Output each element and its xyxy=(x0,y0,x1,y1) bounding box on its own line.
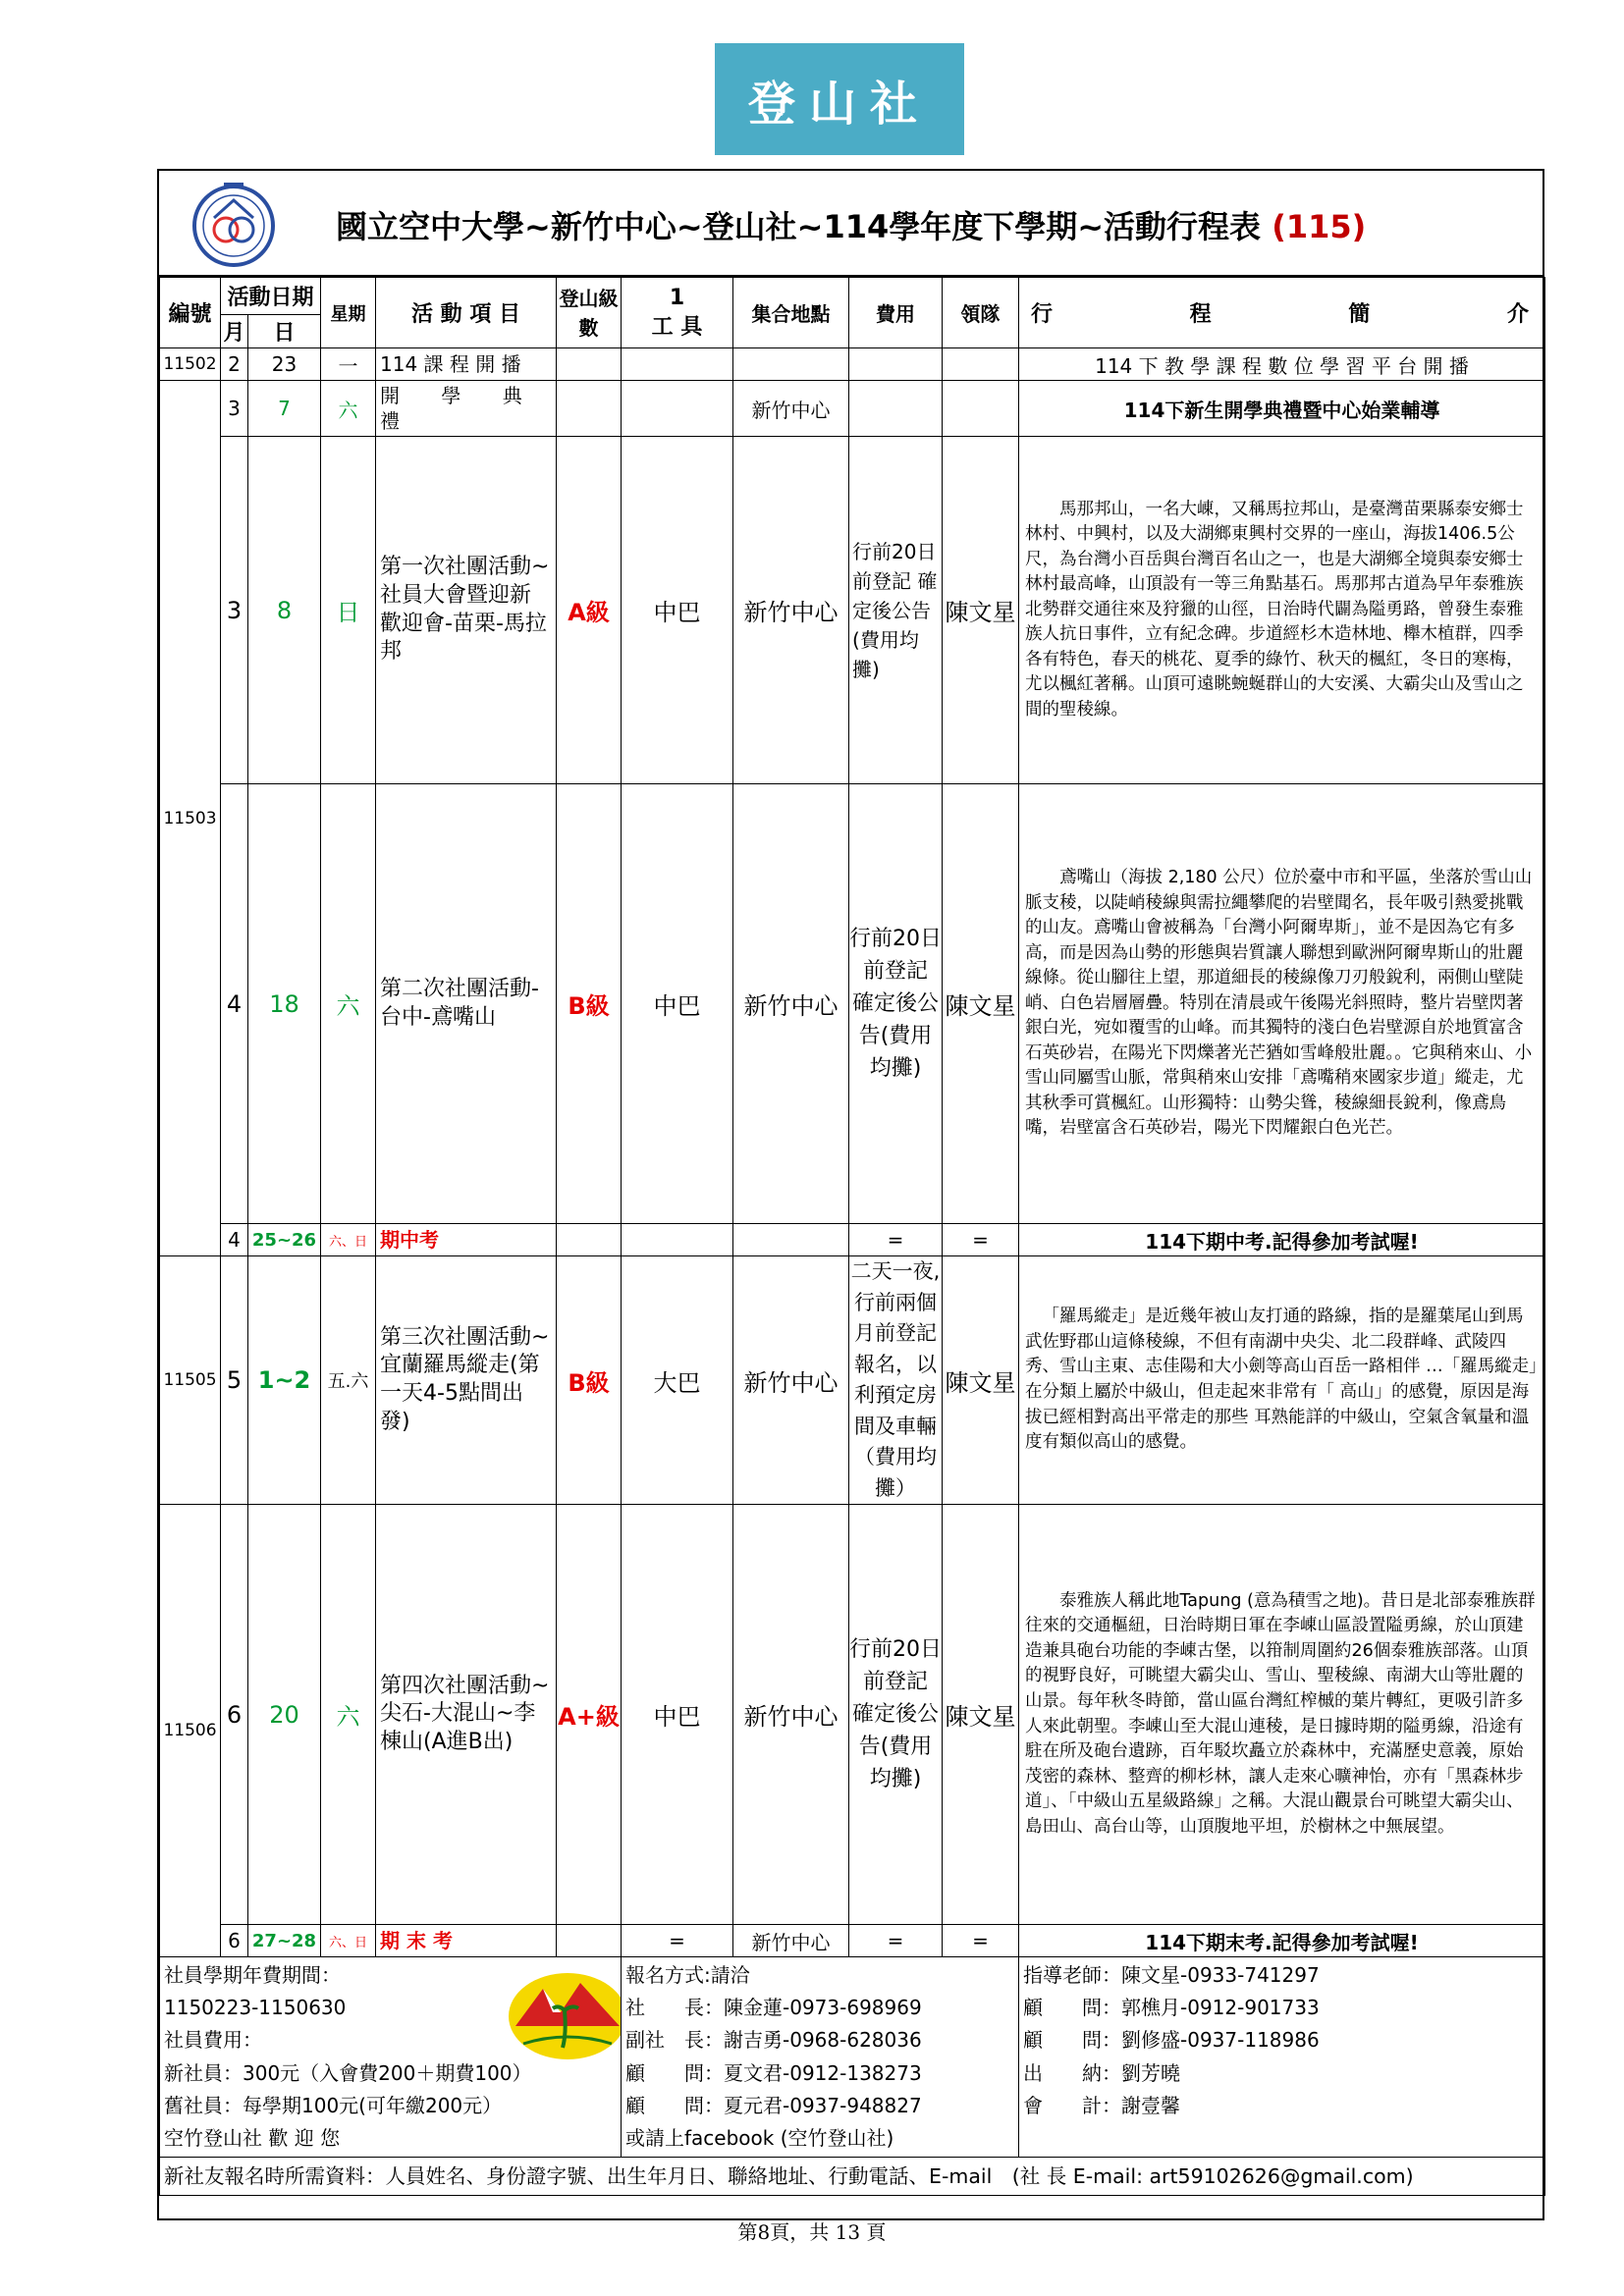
row-id: 11506 xyxy=(160,1505,221,1957)
header-id: 編號 xyxy=(160,278,221,348)
row-tool xyxy=(622,381,733,437)
row-level xyxy=(557,1224,622,1256)
row-fee: 行前20日前登記 確定後公告(費用均攤) xyxy=(849,1505,943,1925)
row-month: 4 xyxy=(221,784,248,1224)
row-fee xyxy=(849,348,943,381)
row-day: 7 xyxy=(248,381,321,437)
row-fee: 二天一夜,行前兩個月前登記報名，以利預定房間及車輛（費用均攤） xyxy=(849,1256,943,1505)
row-tool: 中巴 xyxy=(622,1505,733,1925)
row-leader: 陳文星 xyxy=(943,1256,1019,1505)
footer-text: 顧 問：郭樵月-0912-901733 xyxy=(1023,1996,1320,2020)
footer-text: 舊社員：每學期100元(可年繳200元） xyxy=(164,2093,503,2117)
table-row xyxy=(160,437,1545,784)
row-fee: 行前20日前登記 確定後公告(費用均攤) xyxy=(849,784,943,1224)
header-tool xyxy=(622,278,733,348)
row-day: 27~28 xyxy=(248,1925,321,1957)
row-desc: 「羅馬縱走」是近幾年被山友打通的路線，指的是羅葉尾山到馬武佐野郡山這條稜線，不但有南湖中央尖、北二段群峰、武陵四秀、雪山主東、志佳陽和大小劍等高山百岳一路相伴 …「羅馬縱走」在分類上屬於中級山，但走起來非常有「 高山」的感覺，原因是海拔已經相對高出平常走的那些 耳熟能詳的中級山，空氣含氧量和溫度有類似高山的感覺。 xyxy=(1019,1256,1545,1505)
footer-text: 顧 問：夏文君-0912-138273 xyxy=(625,2060,922,2085)
university-logo-icon xyxy=(187,179,281,269)
header-month: 月 xyxy=(221,315,248,348)
footer-text: 或請上facebook (空竹登山社) xyxy=(625,2125,894,2150)
header-row-1 xyxy=(160,278,1545,315)
row-item: 第二次社團活動-台中-鳶嘴山 xyxy=(376,784,557,1224)
table-row xyxy=(160,784,1545,1224)
row-tool xyxy=(622,348,733,381)
footer-text: 社員費用： xyxy=(164,2028,262,2053)
row-desc: 鳶嘴山（海拔 2,180 公尺）位於臺中市和平區，坐落於雪山山脈支稜，以陡峭稜線與需拉繩攀爬的岩壁聞名，長年吸引熱愛挑戰的山友。鳶嘴山會被稱為「台灣小阿爾卑斯」，並不是因為它有多高，而是因為山勢的形態與岩質讓人聯想到歐洲阿爾卑斯山的壯麗線條。從山腳往上望，那道細長的稜線像刀刃般銳利，兩側山壁陡峭、白色岩層層疊。特別在清晨或午後陽光斜照時，整片岩壁閃著銀白光，宛如覆雪的山峰。而其獨特的淺白色岩壁源自於地質富含石英砂岩，在陽光下閃爍著光芒猶如雪峰般壯麗。。它與稍來山、小雪山同屬雪山脈，常與稍來山安排「鳶嘴稍來國家步道」縱走，尤其秋季可賞楓紅。山形獨特：山勢尖聳，稜線細長銳利，像鳶鳥嘴，岩壁富含石英砂岩，陽光下閃耀銀白色光芒。 xyxy=(1019,784,1545,1224)
row-leader: 陳文星 xyxy=(943,1505,1019,1925)
row-day: 20 xyxy=(248,1505,321,1925)
row-weekday: 六、日 xyxy=(321,1925,376,1957)
row-desc: 泰雅族人稱此地Tapung (意為積雪之地)。昔日是北部泰雅族群往來的交通樞紐，日治時期日軍在李崠山區設置隘勇線，於山頂建造兼具砲台功能的李崠古堡，以箝制周圍約26個泰雅族部落。山頂的視野良好，可眺望大霸尖山、雪山、聖稜線、南湖大山等壯麗的山景。每年秋冬時節，當山區台灣紅榨槭的葉片轉紅，更吸引許多人來此朝聖。李崠山至大混山連稜，是日據時期的隘勇線，沿途有駐在所及砲台遺跡，百年駁坎矗立於森林中，充滿歷史意義，原始茂密的森林、整齊的柳杉林，讓人走來心曠神怡，亦有「黑森林步道」、「中級山五星級路線」之稱。大混山觀景台可眺望大霸尖山、島田山、高台山等，山頂腹地平坦，於樹林之中無展望。 xyxy=(1019,1505,1545,1925)
footer-bottom-row xyxy=(160,2158,1545,2196)
header-tool-label: 工 具 xyxy=(651,314,703,340)
footer-row xyxy=(160,1957,1545,2158)
row-meet: 新竹中心 xyxy=(733,1925,849,1957)
row-meet: 新竹中心 xyxy=(733,1256,849,1505)
row-month: 2 xyxy=(221,348,248,381)
row-day: 1~2 xyxy=(248,1256,321,1505)
row-weekday: 六 xyxy=(321,1505,376,1925)
footer-text: 顧 問：劉修盛-0937-118986 xyxy=(1023,2028,1320,2053)
footer-text: 新社員：300元（入會費200＋期費100） xyxy=(164,2060,532,2085)
row-day: 25~26 xyxy=(248,1224,321,1256)
row-fee: = xyxy=(849,1224,943,1256)
row-id: 11503 xyxy=(160,381,221,1256)
club-logo-icon xyxy=(504,1965,622,2063)
footer-text: 副社 長：謝吉勇-0968-628036 xyxy=(625,2028,922,2053)
row-desc: 114下新生開學典禮暨中心始業輔導 xyxy=(1019,381,1545,437)
row-id: 11505 xyxy=(160,1256,221,1505)
row-leader xyxy=(943,348,1019,381)
row-item: 期 末 考 xyxy=(376,1925,557,1957)
row-item: 第四次社團活動~尖石-大混山~李棟山(A進B出) xyxy=(376,1505,557,1925)
row-desc: 114下期末考.記得參加考試喔! xyxy=(1019,1925,1545,1957)
row-day: 18 xyxy=(248,784,321,1224)
row-meet xyxy=(733,348,849,381)
row-item: 開 學 典 禮 xyxy=(376,381,557,437)
row-tool: 中巴 xyxy=(622,437,733,784)
footer-text: 空竹登山社 歡 迎 您 xyxy=(164,2125,341,2150)
footer-fees xyxy=(160,1957,622,2158)
footer-text: 報名方式:請洽 xyxy=(625,1963,750,1987)
row-meet: 新竹中心 xyxy=(733,1505,849,1925)
table-row xyxy=(160,1925,1545,1957)
header-leader: 領隊 xyxy=(943,278,1019,348)
header-fee: 費用 xyxy=(849,278,943,348)
club-banner: 登山社 xyxy=(715,43,964,155)
row-meet xyxy=(733,1224,849,1256)
row-month: 3 xyxy=(221,437,248,784)
header-meet: 集合地點 xyxy=(733,278,849,348)
page-title: 國立空中大學~新竹中心~登山社~114學年度下學期~活動行程表 (115) xyxy=(336,208,1367,245)
header-day: 日 xyxy=(248,315,321,348)
row-item: 114 課 程 開 播 xyxy=(376,348,557,381)
schedule-table xyxy=(159,277,1545,2196)
row-fee: = xyxy=(849,1925,943,1957)
title-row xyxy=(159,171,1543,277)
row-fee xyxy=(849,381,943,437)
table-row xyxy=(160,348,1545,381)
row-id: 11502 xyxy=(160,348,221,381)
footer-text: 1150223-1150630 xyxy=(164,1996,347,2020)
table-row xyxy=(160,1256,1545,1505)
row-weekday: 一 xyxy=(321,348,376,381)
header-desc: 行 程 簡 介 xyxy=(1019,278,1545,348)
row-level: A+級 xyxy=(557,1505,622,1925)
header-tool-number: 1 xyxy=(669,285,685,310)
row-desc: 馬那邦山，一名大崠，又稱馬拉邦山，是臺灣苗栗縣泰安鄉士林村、中興村，以及大湖鄉東興村交界的一座山，海拔1406.5公尺，為台灣小百岳與台灣百名山之一，也是大湖鄉全境與泰安鄉士林村最高峰，山頂設有一等三角點基石。馬那邦古道為早年泰雅族北勢群交通往來及狩獵的山徑，日治時代闢為隘勇路，曾發生泰雅族人抗日事件，立有紀念碑。步道經杉木造林地、櫸木植群，四季各有特色，春天的桃花、夏季的綠竹、秋天的楓紅，冬日的寒梅，尤以楓紅著稱。山頂可遠眺蜿蜒群山的大安溪、大霸尖山及雪山之間的聖稜線。 xyxy=(1019,437,1545,784)
row-item: 第三次社團活動~宜蘭羅馬縱走(第一天4-5點間出發) xyxy=(376,1256,557,1505)
row-tool: = xyxy=(622,1925,733,1957)
row-tool: 大巴 xyxy=(622,1256,733,1505)
footer-contacts xyxy=(622,1957,1019,2158)
row-tool: 中巴 xyxy=(622,784,733,1224)
row-month: 3 xyxy=(221,381,248,437)
row-leader: = xyxy=(943,1925,1019,1957)
row-day: 23 xyxy=(248,348,321,381)
row-leader: 陳文星 xyxy=(943,437,1019,784)
row-month: 4 xyxy=(221,1224,248,1256)
row-leader xyxy=(943,381,1019,437)
footer-text: 社員學期年費期間： xyxy=(164,1963,341,1987)
row-item: 期中考 xyxy=(376,1224,557,1256)
row-level xyxy=(557,1925,622,1957)
row-desc: 114 下 教 學 課 程 數 位 學 習 平 台 開 播 xyxy=(1019,348,1545,381)
footer-text: 會 計：謝壹馨 xyxy=(1023,2093,1181,2117)
schedule-frame xyxy=(157,169,1544,2220)
row-month: 6 xyxy=(221,1505,248,1925)
row-leader: 陳文星 xyxy=(943,784,1019,1224)
row-level: A級 xyxy=(557,437,622,784)
row-tool xyxy=(622,1224,733,1256)
footer-text: 社 長：陳金蓮-0973-698969 xyxy=(625,1996,922,2020)
row-desc: 114下期中考.記得參加考試喔! xyxy=(1019,1224,1545,1256)
page-number: 第8頁，共 13 頁 xyxy=(737,2220,887,2244)
header-level: 登山級數 xyxy=(557,278,622,348)
header-item: 活 動 項 目 xyxy=(376,278,557,348)
table-row xyxy=(160,1224,1545,1256)
table-row xyxy=(160,381,1545,437)
row-weekday: 五.六 xyxy=(321,1256,376,1505)
row-day: 8 xyxy=(248,437,321,784)
row-meet: 新竹中心 xyxy=(733,784,849,1224)
footer-requirements: 新社友報名時所需資料：人員姓名、身份證字號、出生年月日、聯絡地址、行動電話、E-mail (社 長 E-mail: art59102626@gmail.com) xyxy=(160,2158,1545,2196)
row-meet: 新竹中心 xyxy=(733,437,849,784)
row-item: 第一次社團活動~社員大會暨迎新歡迎會-苗栗-馬拉邦 xyxy=(376,437,557,784)
row-leader: = xyxy=(943,1224,1019,1256)
row-level: B級 xyxy=(557,1256,622,1505)
row-weekday: 六 xyxy=(321,381,376,437)
row-meet: 新竹中心 xyxy=(733,381,849,437)
row-weekday: 六、日 xyxy=(321,1224,376,1256)
row-level: B級 xyxy=(557,784,622,1224)
header-date: 活動日期 xyxy=(221,278,321,315)
footer-text: 指導老師：陳文星-0933-741297 xyxy=(1023,1963,1320,1987)
row-weekday: 日 xyxy=(321,437,376,784)
row-weekday: 六 xyxy=(321,784,376,1224)
header-weekday: 星期 xyxy=(321,278,376,348)
row-month: 5 xyxy=(221,1256,248,1505)
row-fee: 行前20日前登記 確定後公告(費用均攤) xyxy=(849,437,943,784)
row-level xyxy=(557,381,622,437)
table-row xyxy=(160,1505,1545,1925)
footer-text: 出 納：劉芳曉 xyxy=(1023,2060,1181,2085)
row-level xyxy=(557,348,622,381)
footer-advisors xyxy=(1019,1957,1545,2158)
row-month: 6 xyxy=(221,1925,248,1957)
footer-text: 顧 問：夏元君-0937-948827 xyxy=(625,2093,922,2117)
